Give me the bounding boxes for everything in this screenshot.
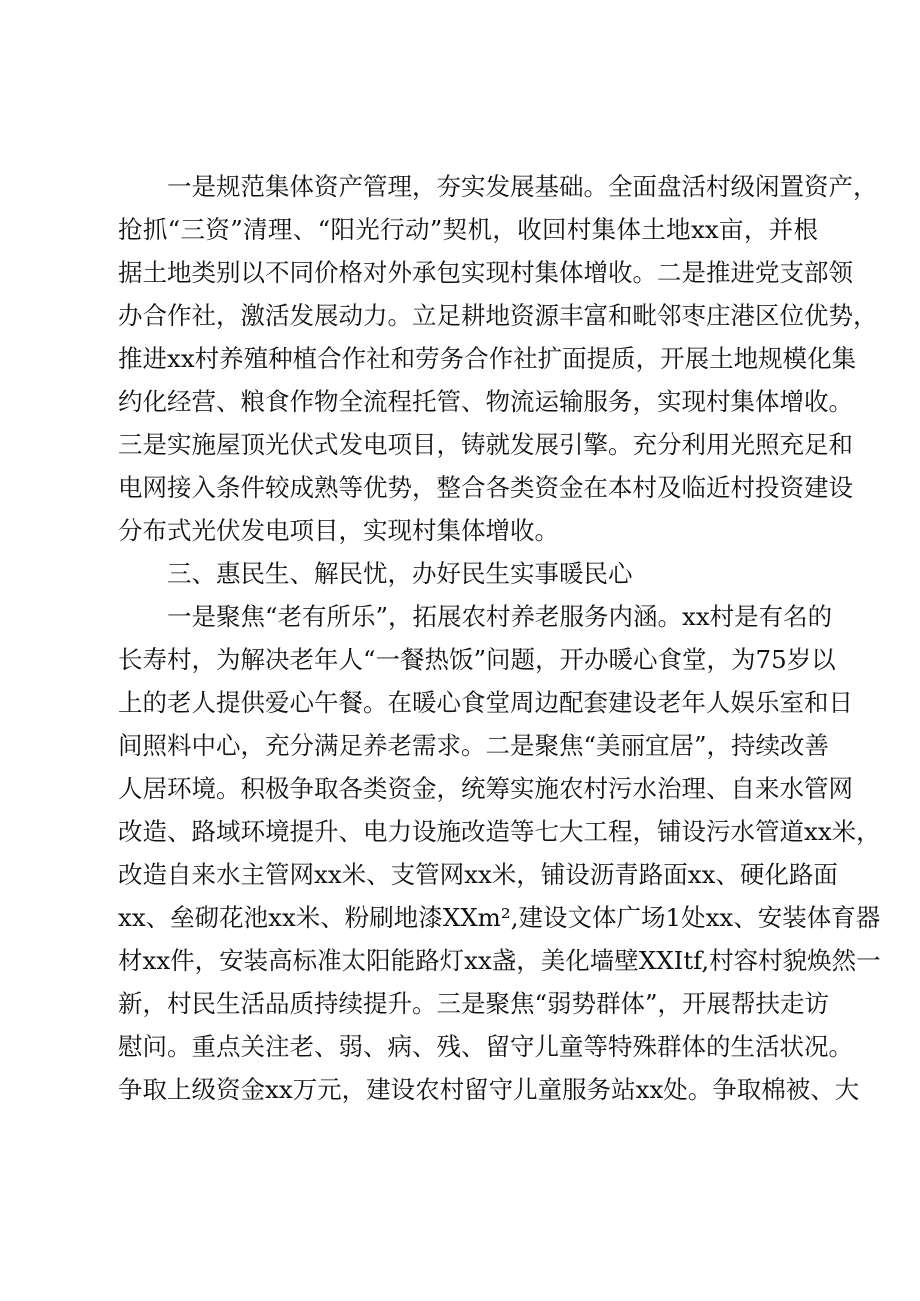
paragraph-line: 约化经营、粮食作物全流程托管、物流运输服务，实现村集体增收。 [118, 387, 853, 416]
paragraph-line: 人居环境。积极争取各类资金，统筹实施农村污水治理、自来水管网 [118, 774, 853, 803]
paragraph-line: 据土地类别以不同价格对外承包实现村集体增收。二是推进党支部领 [118, 258, 853, 287]
paragraph-line: 材xx件，安装高标准太阳能路灯xx盏，美化墙壁XXItf,村容村貌焕然一 [118, 946, 881, 975]
paragraph-line: 争取上级资金xx万元，建设农村留守儿童服务站xx处。争取棉被、大 [118, 1075, 860, 1104]
section-heading: 三、惠民生、解民忧，办好民生实事暖民心 [167, 559, 633, 588]
paragraph-line: 推进xx村养殖种植合作社和劳务合作社扩面提质，开展土地规模化集 [118, 344, 857, 373]
paragraph-line: xx、垒砌花池xx米、粉刷地漆XXm²,建设文体广场1处xx、安装体育器 [118, 903, 881, 932]
paragraph-line: 长寿村，为解决老年人“一餐热饭”问题，开办暖心食堂，为75岁以 [118, 645, 836, 674]
paragraph-line: 慰问。重点关注老、弱、病、残、留守儿童等特殊群体的生活状况。 [118, 1032, 853, 1061]
paragraph-line: 上的老人提供爱心午餐。在暖心食堂周边配套建设老年人娱乐室和日 [118, 688, 853, 717]
paragraph-line: 办合作社，激活发展动力。立足耕地资源丰富和毗邻枣庄港区位优势， [118, 301, 878, 330]
paragraph-line: 新，村民生活品质持续提升。三是聚焦“弱势群体”，开展帮扶走访 [118, 989, 830, 1018]
paragraph-line: 三是实施屋顶光伏式发电项目，铸就发展引擎。充分利用光照充足和 [118, 430, 853, 459]
paragraph-line: 一是规范集体资产管理，夯实发展基础。全面盘活村级闲置资产， [167, 172, 878, 201]
paragraph-line: 分布式光伏发电项目，实现村集体增收。 [118, 516, 559, 545]
paragraph-line: 抢抓“三资”清理、“阳光行动”契机，收回村集体土地xx亩，并根 [118, 215, 818, 244]
paragraph-line: 一是聚焦“老有所乐”，拓展农村养老服务内涵。xx村是有名的 [167, 602, 833, 631]
paragraph-line: 改造自来水主管网xx米、支管网xx米，铺设沥青路面xx、硬化路面 [118, 860, 838, 889]
paragraph-line: 改造、路域环境提升、电力设施改造等七大工程，铺设污水管道xx米， [118, 817, 881, 846]
paragraph-line: 电网接入条件较成熟等优势，整合各类资金在本村及临近村投资建设 [118, 473, 853, 502]
paragraph-line: 间照料中心，充分满足养老需求。二是聚焦“美丽宜居”，持续改善 [118, 731, 830, 760]
